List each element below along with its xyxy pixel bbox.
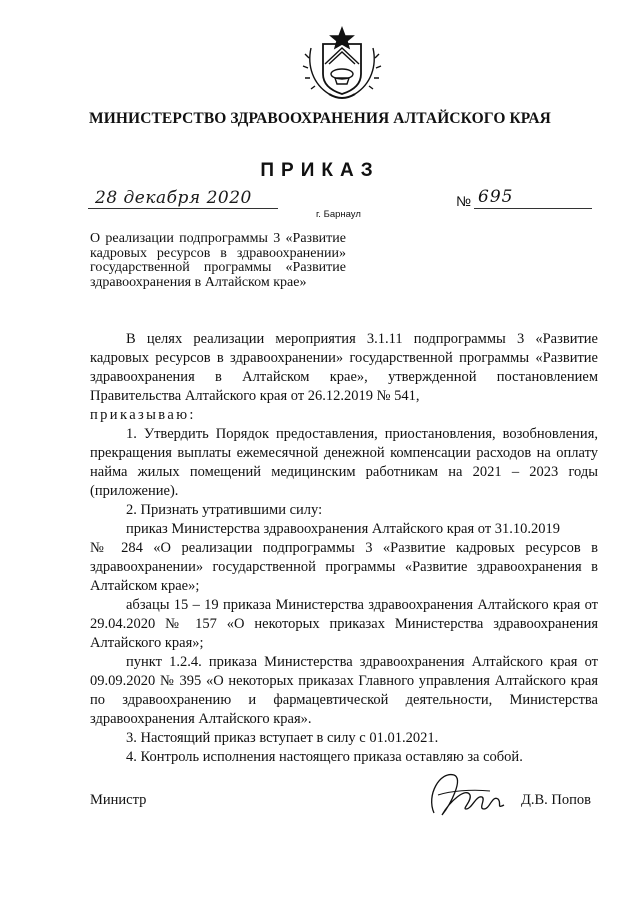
order-date: 28 декабря 2020 bbox=[95, 188, 252, 208]
item-3: 3. Настоящий приказ вступает в силу с 01.01.2021. bbox=[126, 730, 439, 746]
number-underline bbox=[474, 208, 592, 209]
document-type-title: ПРИКАЗ bbox=[260, 160, 380, 181]
handwritten-signature bbox=[420, 765, 512, 823]
item-2-c: пункт 1.2.4. приказа Министерства здравоохранения Алтайского края от 09.09.2020 № 395 «О некоторых приказах Главного управления Алтайского края по здравоохранению и фармацевтической деятельности, Министерства здравоохранения Алтайского края». bbox=[90, 654, 598, 727]
item-1: 1. Утвердить Порядок предоставления, приостановления, возобновления, прекращения выплаты ежемесячной денежной компенсации расходов на оплату найма жилых помещений медицинским работникам на 2021 – 2023 годы (приложение). bbox=[90, 426, 598, 499]
coat-of-arms-emblem bbox=[299, 18, 385, 104]
city: г. Барнаул bbox=[316, 209, 361, 220]
item-2-b: абзацы 15 – 19 приказа Министерства здравоохранения Алтайского края от 29.04.2020 № 157 «О некоторых приказах Министерства здравоохранения Алтайского края»; bbox=[90, 597, 598, 651]
item-2-a-first-line: приказ Министерства здравоохранения Алтайского края от 31.10.2019 bbox=[126, 521, 561, 537]
item-2: 2. Признать утратившими силу: bbox=[126, 502, 323, 518]
date-underline bbox=[88, 208, 278, 209]
item-4: 4. Контроль исполнения настоящего приказа оставляю за собой. bbox=[126, 749, 523, 765]
order-number: 695 bbox=[478, 187, 514, 207]
directive-word: приказываю: bbox=[90, 407, 196, 423]
order-subject: О реализации подпрограммы 3 «Развитие кадровых ресурсов в здравоохранении» государственной программы «Развитие здравоохранения в Алтайском крае» bbox=[90, 231, 346, 290]
order-body bbox=[90, 330, 598, 767]
item-2-a-continuation: № 284 «О реализации подпрограммы 3 «Развитие кадровых ресурсов в здравоохранении» государственной программы «Развитие здравоохранения в Алтайском крае»; bbox=[90, 540, 598, 594]
ministry-name: МИНИСТЕРСТВО ЗДРАВООХРАНЕНИЯ АЛТАЙСКОГО КРАЯ bbox=[89, 110, 551, 127]
signer-name: Д.В. Попов bbox=[521, 792, 592, 808]
directive-word-paragraph bbox=[90, 406, 598, 425]
preamble-text: В целях реализации мероприятия 3.1.11 подпрограммы 3 «Развитие кадровых ресурсов в здравоохранении» государственной программы «Развитие здравоохранения в Алтайском крае», утвержденной постановлением Правительства Алтайского края от 26.12.2019 № 541, bbox=[90, 331, 598, 404]
order-number-label: № bbox=[456, 193, 472, 209]
preamble-paragraph bbox=[90, 330, 598, 406]
signer-position: Министр bbox=[90, 792, 147, 808]
